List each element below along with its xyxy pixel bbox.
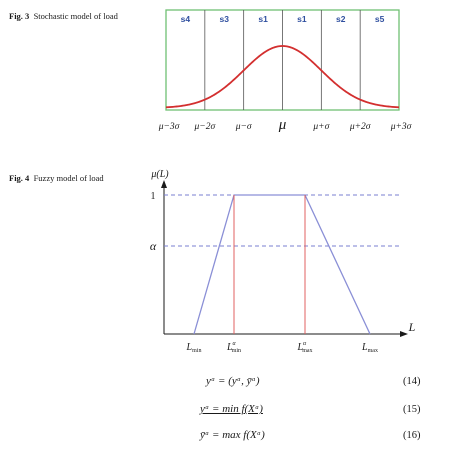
fig3-segment-label: s1 — [258, 14, 268, 24]
fig4-tick-base: L — [362, 342, 368, 353]
fig3-caption-text: Stochastic model of load — [33, 11, 118, 21]
fig4-level-one-label: 1 — [150, 191, 156, 202]
fig4-tick-sub: min — [231, 348, 242, 354]
equation-16 — [200, 429, 265, 441]
fig3-axis-tick-label: μ−σ — [235, 122, 252, 132]
fig3-axis-tick-label: μ+σ — [313, 122, 330, 132]
equation-16-text: ȳᵅ = max f(Xᵅ) — [200, 429, 265, 441]
svg-text:Lαmax — [296, 341, 312, 354]
fig4-level-alpha-label: α — [149, 239, 157, 253]
fig3-segment-label: s5 — [374, 14, 385, 24]
fig4-tick-sub: max — [367, 348, 378, 354]
equation-14-text: yᵅ = (yᵅ, ȳᵅ) — [206, 375, 260, 387]
fig4-tick-sub: max — [302, 348, 313, 354]
equation-14-number: (14) — [403, 376, 421, 387]
fig4-tick-base: L — [226, 342, 233, 353]
fig4-x-tick-lmin — [186, 342, 202, 354]
fig3-axis-tick-label: μ−3σ — [158, 122, 180, 132]
fig4-label: Fig. 4 — [9, 173, 30, 183]
svg-text:Lmax — [361, 342, 378, 354]
equation-15-number: (15) — [403, 404, 421, 415]
fig4-tick-base: L — [186, 342, 193, 353]
fig4-tick-sup: α — [232, 341, 236, 347]
fig4-trapezoid — [194, 195, 370, 334]
fig4-tick-sup: α — [303, 341, 307, 347]
fig4-caption-text: Fuzzy model of load — [33, 173, 104, 183]
fig3-segment-label: s4 — [180, 14, 191, 24]
fig3-segment-label: s3 — [219, 14, 229, 24]
fig3-axis-tick-label: μ+3σ — [390, 122, 412, 132]
fig4-x-tick-lmin-alpha — [226, 341, 241, 354]
fig4-y-arrow-icon — [161, 180, 167, 188]
fig3-segment-label: s1 — [297, 14, 307, 24]
equation-15-text: yᵅ = min f(Xᵅ) — [200, 403, 263, 415]
fig3-label: Fig. 3 — [9, 11, 30, 21]
fig3-axis-tick-label: μ−2σ — [194, 122, 216, 132]
fig4-x-tick-lmax — [361, 342, 378, 354]
fig4-tick-sub: min — [192, 348, 202, 354]
equation-15 — [200, 403, 263, 415]
equation-14 — [206, 375, 260, 387]
fig3-axis-tick-label: μ — [278, 117, 287, 133]
fig4-y-axis-label: μ(L) — [151, 169, 169, 180]
fig3-segment-label: s2 — [336, 14, 346, 24]
fig4-x-tick-lmax-alpha — [296, 341, 312, 354]
fig4-x-arrow-icon — [400, 331, 408, 337]
svg-text:Lαmin — [226, 341, 241, 354]
fig4-tick-base: L — [297, 342, 304, 353]
svg-text:Lmin — [186, 342, 202, 354]
fig4-x-axis-label: L — [408, 320, 416, 334]
equation-16-number: (16) — [403, 430, 421, 441]
fig3-axis-tick-label: μ+2σ — [349, 122, 371, 132]
